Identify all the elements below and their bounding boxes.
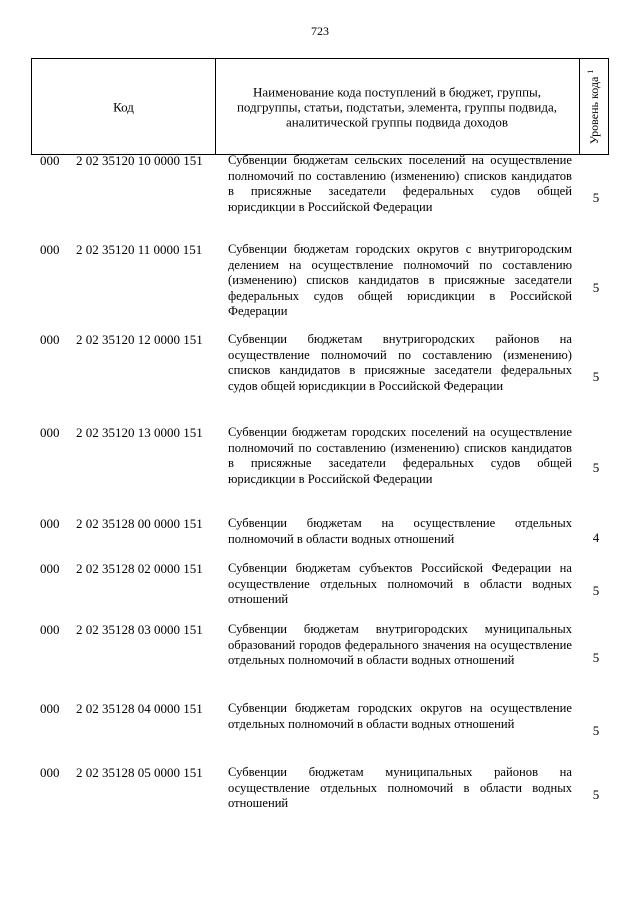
header-name-label: Наименование кода поступлений в бюджет, группы, подгруппы, статьи, подстатьи, элемента, группы подвида, аналитической группы подвида доходов — [236, 84, 558, 129]
table-row — [0, 516, 640, 561]
table-row — [0, 622, 640, 701]
revenue-code: 2 02 35128 02 0000 151 — [76, 561, 203, 576]
header-level-footnote: 1 — [585, 69, 595, 74]
admin-code: 000 — [40, 242, 60, 257]
code-level: 5 — [592, 190, 600, 205]
table-row — [0, 701, 640, 765]
code-level: 5 — [592, 369, 600, 384]
table-row — [0, 242, 640, 332]
revenue-name: Субвенции бюджетам сельских поселений на осуществление полномочий по составлению (изменению) списков кандидатов в присяжные заседатели федеральных судов общей юрисдикции в Российской Федерации — [228, 153, 572, 214]
revenue-name: Субвенции бюджетам муниципальных районов на осуществление отдельных полномочий в области водных отношений — [228, 765, 572, 811]
revenue-name: Субвенции бюджетам городских округов с внутригородским делением на осуществление полномочий по составлению (изменению) списков кандидатов в присяжные заседатели федеральных судов общей юрисдикции в Российской Федерации — [228, 242, 572, 319]
admin-code: 000 — [40, 332, 60, 347]
revenue-name: Субвенции бюджетам субъектов Российской Федерации на осуществление отдельных полномочий в области водных отношений — [228, 561, 572, 607]
table-body — [0, 153, 640, 825]
table-row — [0, 153, 640, 242]
admin-code: 000 — [40, 425, 60, 440]
code-level: 5 — [592, 460, 600, 475]
revenue-name: Субвенции бюджетам на осуществление отдельных полномочий в области водных отношений — [228, 516, 572, 546]
revenue-code: 2 02 35120 11 0000 151 — [76, 242, 203, 257]
revenue-code: 2 02 35128 04 0000 151 — [76, 701, 203, 716]
table-row — [0, 765, 640, 825]
revenue-name: Субвенции бюджетам городских округов на осуществление отдельных полномочий в области водных отношений — [228, 701, 572, 731]
header-code-label: Код — [113, 99, 134, 114]
table-row — [0, 425, 640, 516]
revenue-code: 2 02 35128 00 0000 151 — [76, 516, 203, 531]
admin-code: 000 — [40, 516, 60, 531]
code-level: 5 — [592, 787, 600, 802]
revenue-name: Субвенции бюджетам внутригородских муниципальных образований городов федерального значения на осуществление отдельных полномочий в области водных отношений — [228, 622, 572, 668]
header-code-cell — [32, 59, 216, 154]
page-number: 723 — [311, 24, 329, 38]
table-row — [0, 332, 640, 425]
code-level: 4 — [592, 530, 600, 545]
admin-code: 000 — [40, 765, 60, 780]
code-level: 5 — [592, 723, 600, 738]
table-row — [0, 561, 640, 622]
header-name-cell — [215, 59, 580, 154]
revenue-code: 2 02 35128 05 0000 151 — [76, 765, 203, 780]
revenue-code: 2 02 35120 10 0000 151 — [76, 153, 203, 168]
table-header — [31, 58, 609, 155]
revenue-code: 2 02 35120 13 0000 151 — [76, 425, 203, 440]
revenue-name: Субвенции бюджетам внутригородских районов на осуществление полномочий по составлению (изменению) списков кандидатов в присяжные заседатели федеральных судов общей юрисдикции в Российской Федерации — [228, 332, 572, 393]
admin-code: 000 — [40, 622, 60, 637]
admin-code: 000 — [40, 561, 60, 576]
revenue-name: Субвенции бюджетам городских поселений на осуществление полномочий по составлению (изменению) списков кандидатов в присяжные заседатели федеральных судов общей юрисдикции в Российской Федерации — [228, 425, 572, 486]
code-level: 5 — [592, 583, 600, 598]
revenue-code: 2 02 35128 03 0000 151 — [76, 622, 203, 637]
admin-code: 000 — [40, 701, 60, 716]
header-level-text: Уровень кода — [586, 76, 601, 144]
code-level: 5 — [592, 650, 600, 665]
admin-code: 000 — [40, 153, 60, 168]
header-level-cell — [579, 59, 608, 154]
header-level-label — [586, 69, 602, 144]
revenue-code: 2 02 35120 12 0000 151 — [76, 332, 203, 347]
code-level: 5 — [592, 280, 600, 295]
